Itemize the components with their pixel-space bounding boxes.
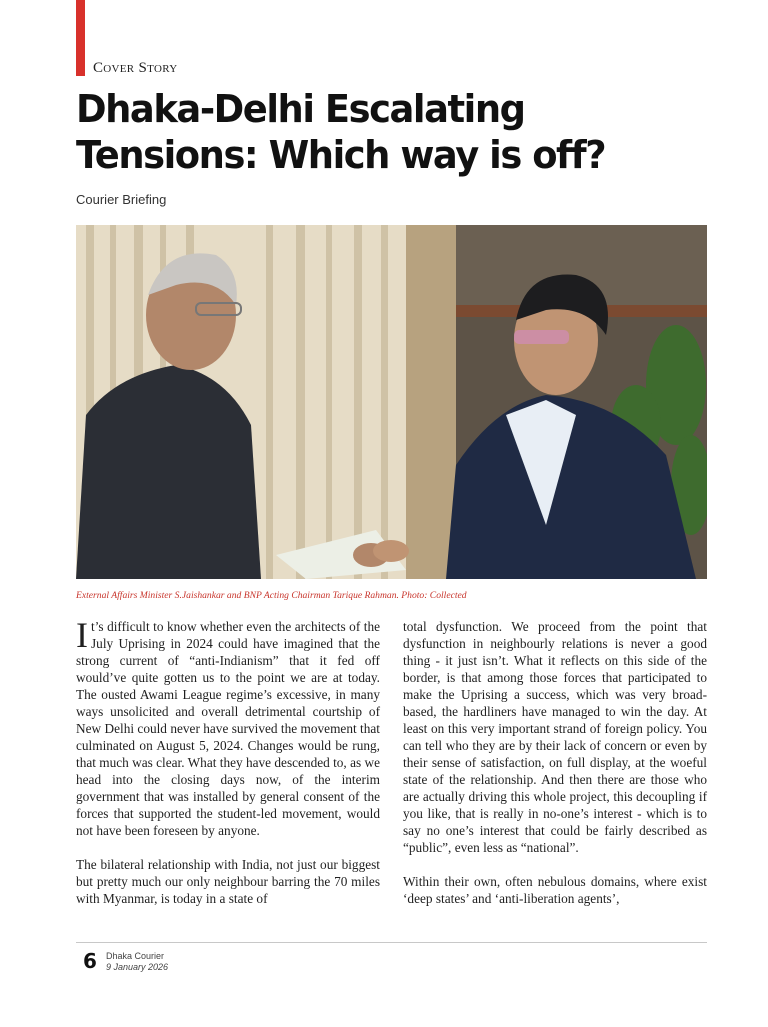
article-photo — [76, 225, 707, 579]
article-column-left — [76, 615, 380, 924]
page-number: 6 — [83, 949, 97, 973]
photo-caption: External Affairs Minister S.Jaishankar and BNP Acting Chairman Tarique Rahman. Photo: Collected — [76, 590, 467, 601]
byline: Courier Briefing — [76, 192, 167, 207]
paragraph: The bilateral relationship with India, not just our biggest but pretty much our only neighbour barring the 70 miles with Myanmar, is today in a state of — [76, 857, 380, 906]
publication-name: Dhaka Courier — [106, 951, 165, 961]
paragraph: Within their own, often nebulous domains, where exist ‘deep states’ and ‘anti-liberation agents’, — [403, 874, 707, 906]
drop-cap: I — [76, 615, 88, 655]
issue-date: 9 January 2026 — [106, 962, 169, 972]
section-label: Cover Story — [93, 60, 178, 76]
footer-rule — [76, 942, 707, 943]
section-accent-bar — [76, 0, 85, 76]
paragraph: total dysfunction. We proceed from the point that dysfunction in neighbourly relations is never a good thing - it just isn’t. What it reflects on this side of the border, is that among those forces that participated to make the Uprising a success, which was very broad-based, the hardliners have managed to win the day. At least on this very important strand of foreign policy. You can tell who they are by their lack of concern or even by their sense of satisfaction, on full display, at the woeful state of the relationship. And then there are those who are actually driving this whole project, this decoupling if you like, that is really in no-one’s interest - which is to say no one’s interest that could be fairly described as “public”, even less as “national”. — [403, 619, 707, 855]
paragraph — [76, 615, 380, 839]
article-column-right — [403, 618, 707, 924]
paragraph-text: t’s difficult to know whether even the architects of the July Uprising in 2024 could have imagined that the strong current of “anti-Indianism” that it fed off would’ve quite gotten us to the point we are at today. The ousted Awami League regime’s excessive, in many ways unsolicited and overall detrimental courtship of New Delhi could never have survived the movement that culminated on August 5, 2024. Changes would be rung, that much was clear. What they have descended to, as we head into the closing days now, of the interim government that was installed by general consent of the forces that supported the student-led movement, would not have been foreseen by anyone. — [76, 619, 380, 838]
article-headline: Dhaka-Delhi Escalating Tensions: Which way is off? — [76, 87, 606, 177]
